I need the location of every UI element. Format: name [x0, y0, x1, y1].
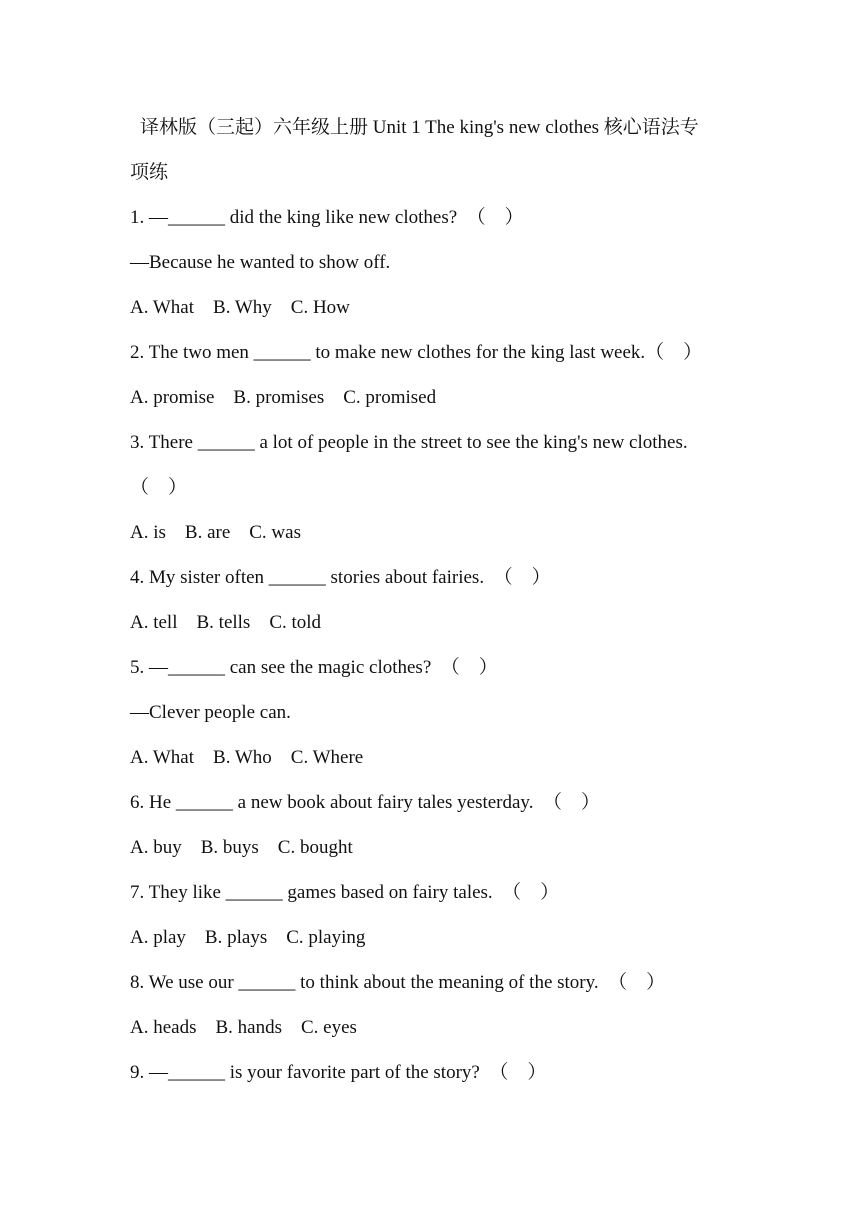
question-8-text: 8. We use our ______ to think about the meaning of the story. （ ）: [130, 972, 666, 993]
question-1-options: A. What B. Why C. How: [130, 297, 350, 318]
question-4-options: A. tell B. tells C. told: [130, 612, 322, 633]
question-6-text: 6. He ______ a new book about fairy tales yesterday. （ ）: [130, 792, 600, 813]
document-title-line-1: 译林版（三起）六年级上册 Unit 1 The king's new clothes 核心语法专: [140, 117, 699, 138]
question-5-text: 5. —______ can see the magic clothes? （ ）: [130, 657, 498, 678]
question-3-options: A. is B. are C. was: [130, 522, 301, 543]
question-9-text: 9. —______ is your favorite part of the story? （ ）: [130, 1062, 547, 1083]
question-6-options: A. buy B. buys C. bought: [130, 837, 353, 858]
question-2-text: 2. The two men ______ to make new clothes for the king last week.（ ）: [130, 342, 703, 363]
document-title-line-2: 项练: [130, 162, 169, 183]
question-5-options: A. What B. Who C. Where: [130, 747, 364, 768]
question-3-bracket: （ ）: [130, 477, 188, 498]
question-1-answer-line: —Because he wanted to show off.: [130, 252, 391, 273]
question-5-answer-line: —Clever people can.: [130, 702, 291, 723]
question-1-text: 1. —______ did the king like new clothes? （ ）: [130, 207, 524, 228]
question-8-options: A. heads B. hands C. eyes: [130, 1017, 357, 1038]
question-3-text: 3. There ______ a lot of people in the street to see the king's new clothes.: [130, 432, 688, 453]
question-2-options: A. promise B. promises C. promised: [130, 387, 437, 408]
question-7-options: A. play B. plays C. playing: [130, 927, 366, 948]
question-4-text: 4. My sister often ______ stories about fairies. （ ）: [130, 567, 551, 588]
question-7-text: 7. They like ______ games based on fairy tales. （ ）: [130, 882, 560, 903]
